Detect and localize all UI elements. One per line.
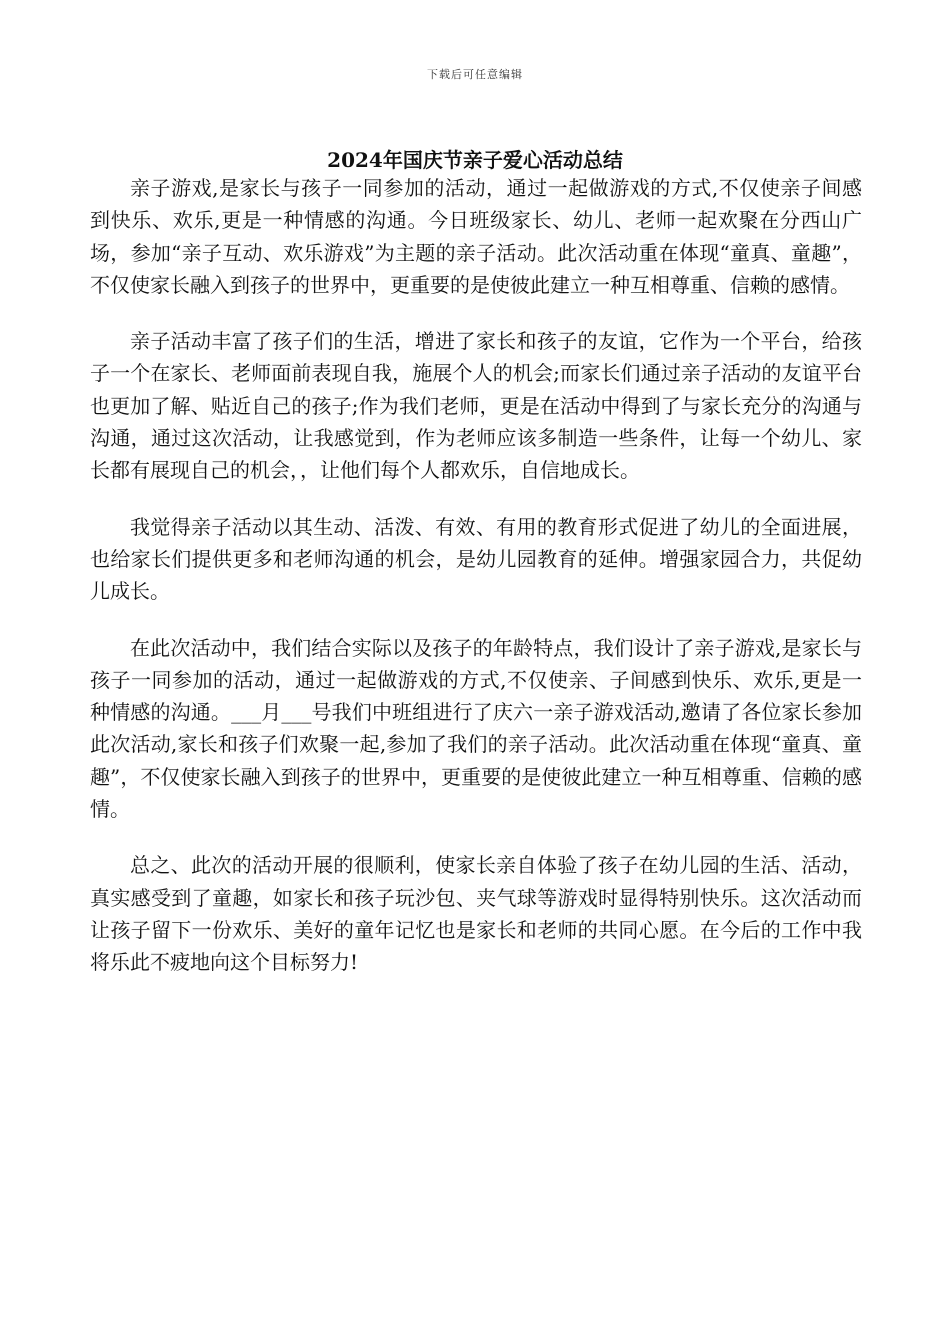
paragraph-5: 总之、此次的活动开展的很顺利，使家长亲自体验了孩子在幼儿园的生活、活动，真实感受到了童趣，如家长和孩子玩沙包、夹气球等游戏时显得特别快乐。这次活动而让孩子留下一份欢乐、美好的童年记忆也是家长和老师的共同心愿。在今后的工作中我将乐此不疲地向这个目标努力! [90, 853, 862, 975]
paragraph-3: 我觉得亲子活动以其生动、活泼、有效、有用的教育形式促进了幼儿的全面进展，也给家长们提供更多和老师沟通的机会，是幼儿园教育的延伸。增强家园合力，共促幼儿成长。 [90, 514, 862, 604]
paragraph-4: 在此次活动中，我们结合实际以及孩子的年龄特点，我们设计了亲子游戏,是家长与孩子一同参加的活动，通过一起做游戏的方式,不仅使亲、子间感到快乐、欢乐,更是一种情感的沟通。___月___号我们中班组进行了庆六一亲子游戏活动,邀请了各位家长参加此次活动,家长和孩子们欢聚一起,参加了我们的亲子活动。此次活动重在体现“童真、童趣”，不仅使家长融入到孩子的世界中，更重要的是使彼此建立一种互相尊重、信赖的感情。 [90, 635, 862, 822]
document-body [90, 172, 862, 1003]
document-title: 2024年国庆节亲子爱心活动总结 [327, 148, 623, 172]
header-note: 下载后可任意编辑 [427, 68, 523, 81]
paragraph-2: 亲子活动丰富了孩子们的生活，增进了家长和孩子的友谊，它作为一个平台，给孩子一个在家长、老师面前表现自我，施展个人的机会;而家长们通过亲子活动的友谊平台也更加了解、贴近自己的孩子;作为我们老师，更是在活动中得到了与家长充分的沟通与沟通，通过这次活动，让我感觉到，作为老师应该多制造一些条件，让每一个幼儿、家长都有展现自己的机会，，让他们每个人都欢乐，自信地成长。 [90, 329, 862, 483]
paragraph-1: 亲子游戏,是家长与孩子一同参加的活动，通过一起做游戏的方式,不仅使亲子间感到快乐、欢乐,更是一种情感的沟通。今日班级家长、幼儿、老师一起欢聚在分西山广场，参加“亲子互动、欢乐游戏”为主题的亲子活动。此次活动重在体现“童真、童趣”，不仅使家长融入到孩子的世界中，更重要的是使彼此建立一种互相尊重、信赖的感情。 [90, 176, 862, 297]
